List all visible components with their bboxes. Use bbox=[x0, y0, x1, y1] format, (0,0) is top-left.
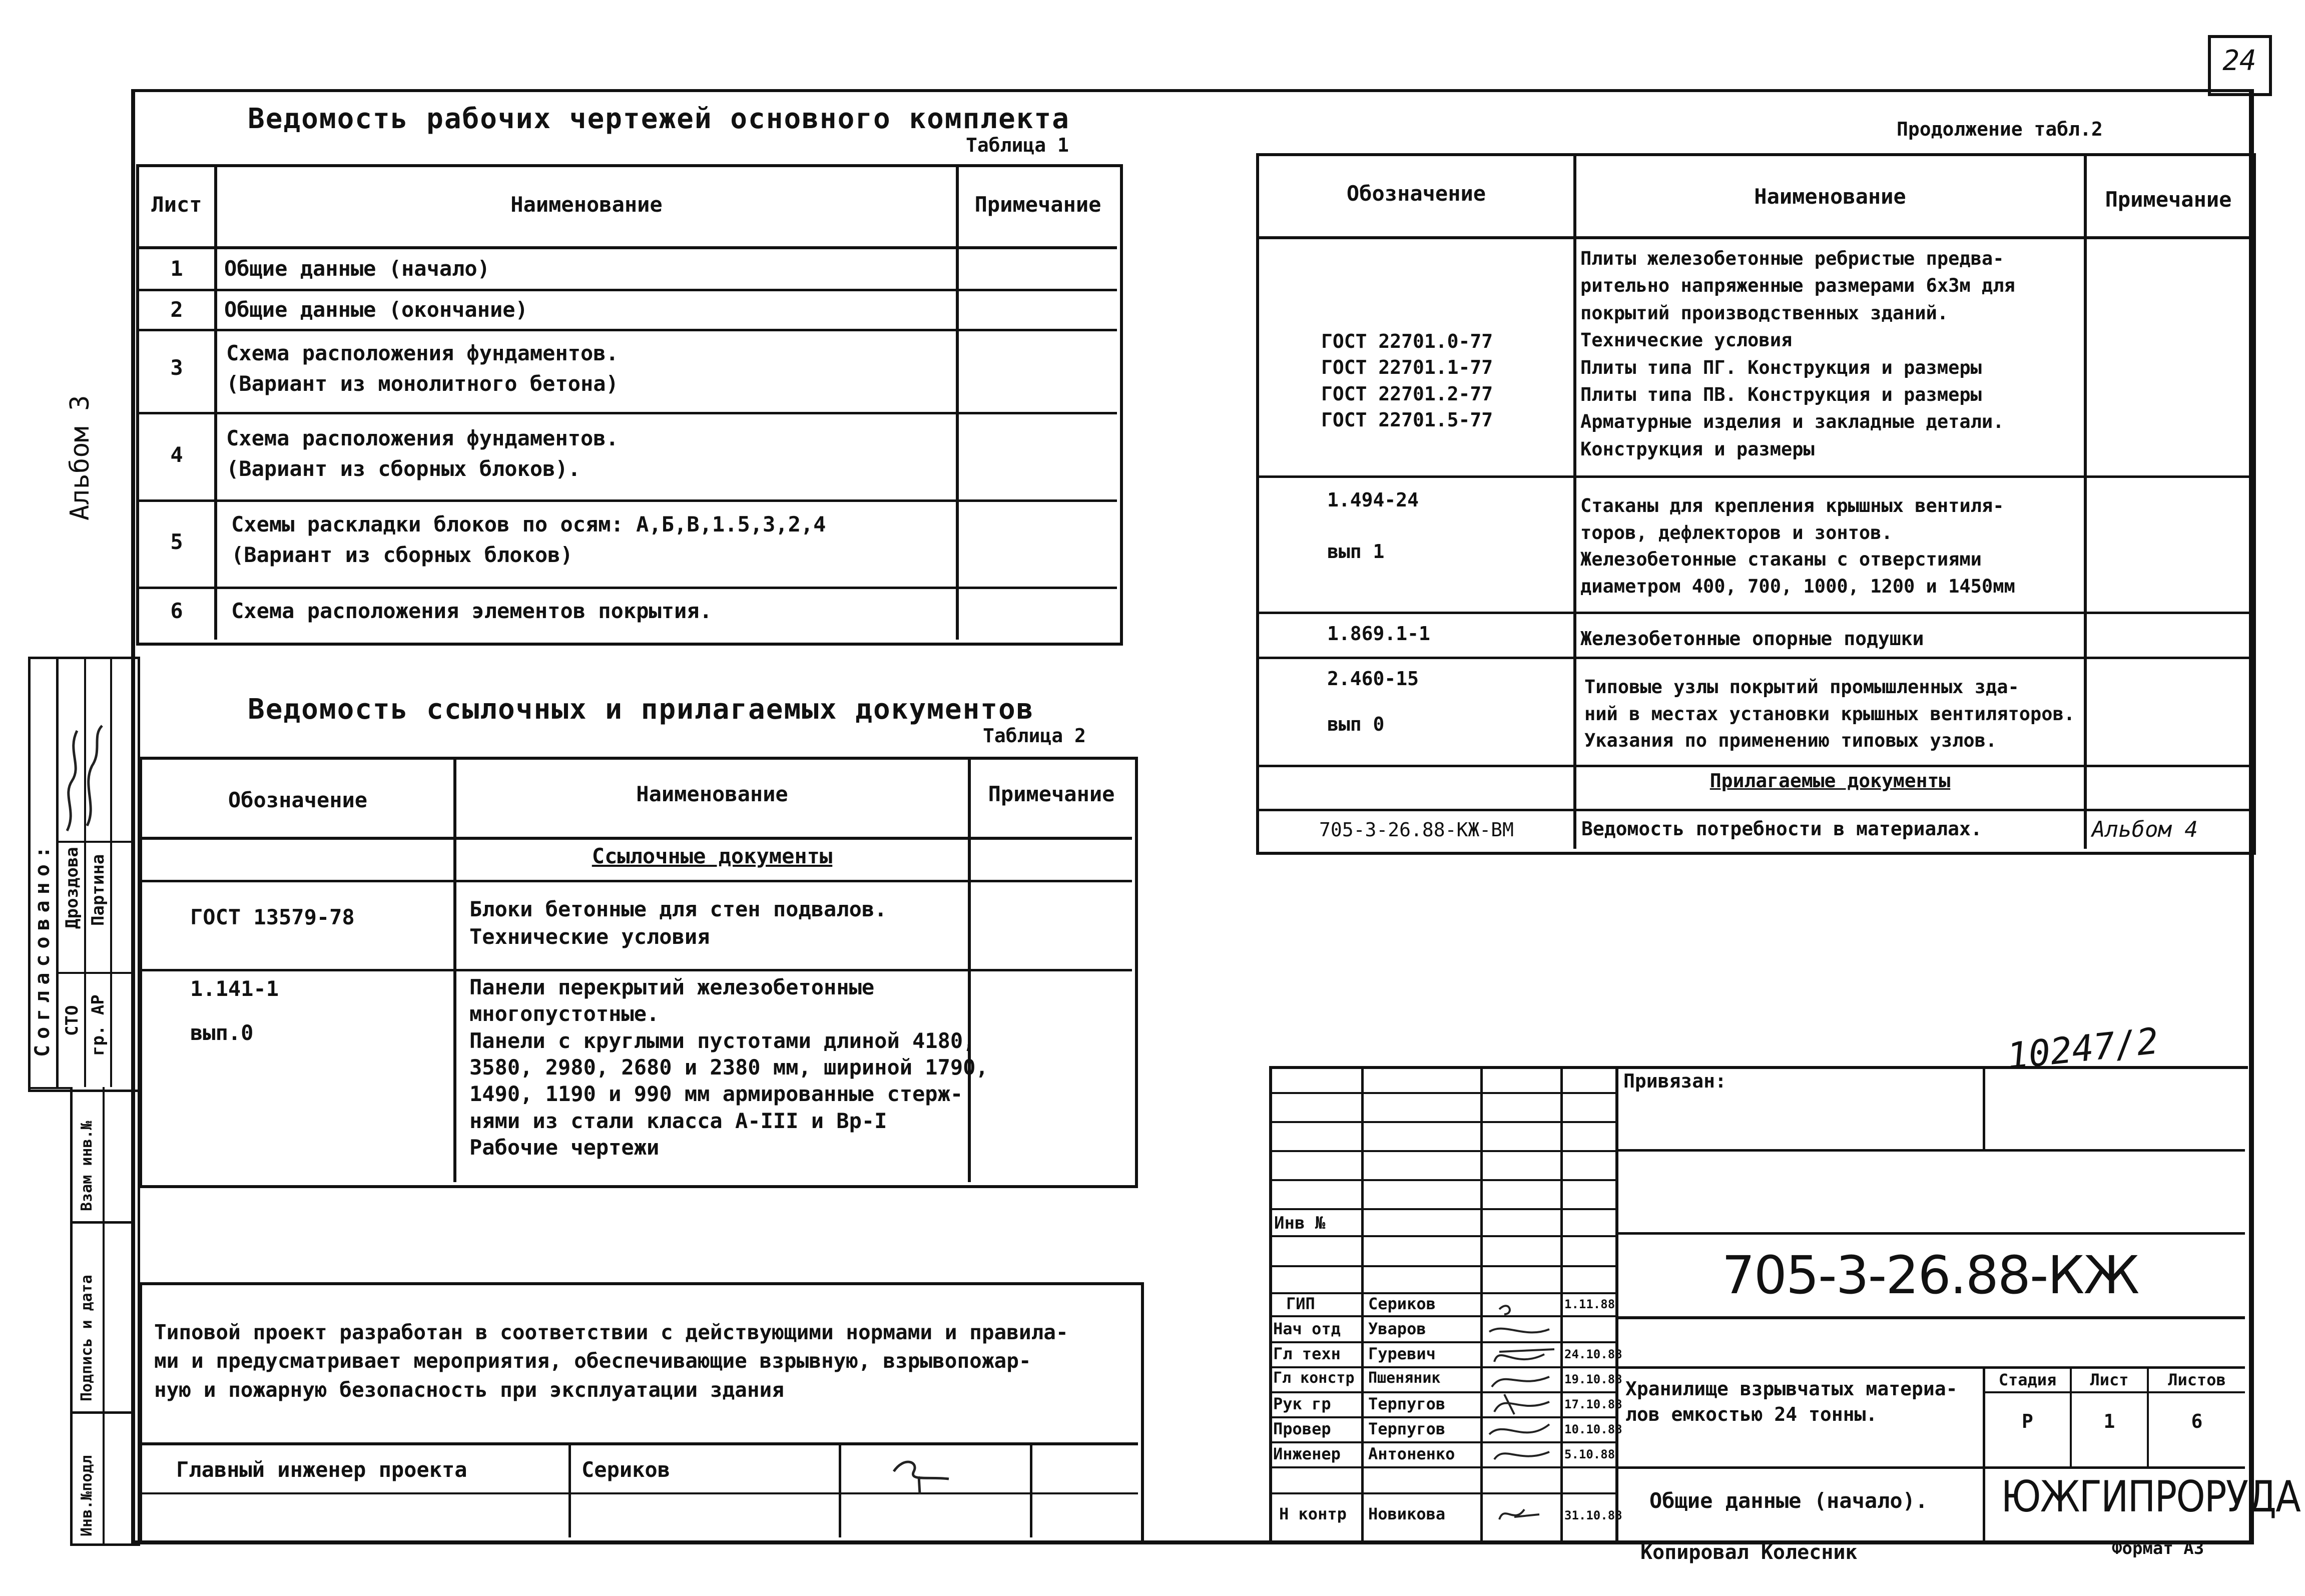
table2-cont-row2-name: Стаканы для крепления крышных вентиля- торов, дефлекторов и зонтов. Железобетонные стаканы с отверстиями диаметром 400, 700, 1000, 1200 и 1450мм bbox=[1580, 495, 2015, 597]
staff-role-8: Н контр bbox=[1279, 1504, 1347, 1523]
staff-date-4: 19.10.88 bbox=[1564, 1372, 1622, 1386]
table2-header-name: Наименование bbox=[636, 782, 788, 806]
table2-cont-section-att: Прилагаемые документы bbox=[1709, 770, 1951, 792]
title-object: Хранилище взрывчатых материа- лов емкостью 24 тонны. bbox=[1625, 1378, 1958, 1426]
staff-name-5: Терпугов bbox=[1368, 1394, 1446, 1413]
agreed-row2-name: Партина bbox=[88, 854, 108, 926]
note-text: Типовой проект разработан в соответствии с действующими нормами и правила- ми и предусматривает мероприятия, обеспечивающие взрывную, взрывопожар- ную и пожарную безопасность при эксплуатации здания bbox=[154, 1320, 1068, 1402]
table2-section-ref: Ссылочные документы bbox=[592, 844, 833, 868]
table1-row4-name: Схема расположения фундаментов. (Вариант из сборных блоков). bbox=[226, 426, 619, 481]
format-label: Формат А3 bbox=[2112, 1538, 2204, 1558]
agreed-row1-dept: СТО bbox=[62, 1005, 82, 1036]
table2-cont-att-name: Ведомость потребности в материалах. bbox=[1581, 818, 1982, 840]
table2-cont-att-note: Альбом 4 bbox=[2092, 817, 2198, 842]
table2-row2-name: Панели перекрытий железобетонные многопустотные. Панели с круглыми пустотами длиной 4180, 3580, 2980, 2680 и 2380 мм, шириной 1790, 1490, 1190 и 990 мм армированные стерж- нями из стали класса А-III и Вр-I Рабочие чертежи bbox=[469, 975, 988, 1160]
staff-role-7: Инженер bbox=[1273, 1444, 1341, 1463]
table2-row1-code: ГОСТ 13579-78 bbox=[190, 905, 355, 929]
table2-cont-header-name: Наименование bbox=[1754, 184, 1906, 209]
agreed-label: Согласовано: bbox=[31, 840, 54, 1057]
staff-name-7: Антоненко bbox=[1368, 1444, 1455, 1463]
chief-engineer-name: Сериков bbox=[582, 1457, 671, 1482]
staff-role-4: Гл констр bbox=[1273, 1369, 1355, 1387]
table2-cont-header-code: Обозначение bbox=[1346, 181, 1486, 206]
staff-role-6: Провер bbox=[1273, 1419, 1331, 1438]
staff-date-5: 17.10.88 bbox=[1564, 1397, 1622, 1411]
table1-row2-sheet: 2 bbox=[170, 297, 183, 322]
table2-cont-row3-code: 1.869.1-1 bbox=[1327, 623, 1430, 645]
table1-row4-sheet: 4 bbox=[170, 442, 183, 467]
table2-title: Ведомость ссылочных и прилагаемых документов bbox=[248, 693, 1034, 726]
table1-row3-sheet: 3 bbox=[170, 355, 183, 380]
stage-header-stage: Стадия bbox=[1998, 1370, 2057, 1389]
staff-name-4: Пшеняник bbox=[1368, 1369, 1441, 1387]
stage-value-sheet: 1 bbox=[2103, 1410, 2115, 1432]
table1-header-note: Примечание bbox=[974, 192, 1101, 217]
staff-date-8: 31.10.88 bbox=[1564, 1508, 1622, 1522]
table2-cont-row4-name: Типовые узлы покрытий промышленных зда- ний в местах установки крышных вентиляторов. Указания по применению типовых узлов. bbox=[1584, 676, 2075, 752]
title-code: 705-3-26.88-КЖ bbox=[1721, 1245, 2139, 1306]
staff-name-1: Сериков bbox=[1368, 1294, 1436, 1313]
table2-header-note: Примечание bbox=[988, 782, 1115, 806]
chief-engineer-label: Главный инженер проекта bbox=[176, 1457, 467, 1482]
staff-date-3: 24.10.88 bbox=[1564, 1347, 1622, 1361]
table1-row6-sheet: 6 bbox=[170, 599, 183, 623]
album-label: Альбом 3 bbox=[65, 395, 95, 520]
table2-label: Таблица 2 bbox=[983, 725, 1086, 747]
table2-cont-row1-name: Плиты железобетонные ребристые предва- рительно напряженные размерами 6х3м для покрытий производственных зданий. Технические условия Плиты типа ПГ. Конструкция и размеры Плиты типа ПВ. Конструкция и размеры Арматурные изделия и закладные детали. Конструкция и размеры bbox=[1580, 248, 2015, 460]
copied-by: Копировал Колесник bbox=[1640, 1541, 1858, 1564]
table1-row2-name: Общие данные (окончание) bbox=[224, 297, 528, 322]
staff-name-3: Гуревич bbox=[1368, 1344, 1436, 1363]
table1-title: Ведомость рабочих чертежей основного комплекта bbox=[248, 103, 1070, 135]
table2-cont-label: Продолжение табл.2 bbox=[1897, 118, 2103, 140]
staff-role-1: ГИП bbox=[1286, 1294, 1315, 1313]
strip-replace-inv: Взам инв.№ bbox=[78, 1121, 96, 1211]
table2-row1-name: Блоки бетонные для стен подвалов. Технические условия bbox=[469, 897, 887, 949]
page-number: 24 bbox=[2222, 45, 2256, 77]
staff-date-6: 10.10.88 bbox=[1564, 1422, 1622, 1436]
table1-row1-sheet: 1 bbox=[170, 256, 183, 281]
table1-row5-sheet: 5 bbox=[170, 529, 183, 554]
agreed-row2-dept: гр. АР bbox=[88, 994, 108, 1056]
sheet-number-handwritten: 10247/2 bbox=[2005, 1019, 2160, 1078]
stage-value-stage: Р bbox=[2022, 1410, 2033, 1432]
title-org: ЮЖГИПРОРУДА bbox=[2001, 1472, 2300, 1522]
table1-header-name: Наименование bbox=[510, 192, 663, 217]
staff-date-1: 1.11.88 bbox=[1564, 1297, 1615, 1311]
staff-role-3: Гл техн bbox=[1273, 1344, 1341, 1363]
chief-engineer-signature bbox=[889, 1451, 959, 1496]
staff-date-7: 5.10.88 bbox=[1564, 1447, 1615, 1461]
stage-value-sheets: 6 bbox=[2191, 1410, 2203, 1432]
strip-signature-date: Подпись и дата bbox=[78, 1275, 96, 1401]
table2-cont-row1-code: ГОСТ 22701.0-77 ГОСТ 22701.1-77 ГОСТ 22701.2-77 ГОСТ 22701.5-77 bbox=[1321, 330, 1493, 431]
agreed-signatures bbox=[57, 721, 112, 841]
staff-role-5: Рук гр bbox=[1273, 1394, 1331, 1413]
staff-signatures bbox=[1484, 1294, 1559, 1534]
table2-cont-att-code: 705-3-26.88-КЖ-ВМ bbox=[1319, 819, 1514, 841]
table1-row3-name: Схема расположения фундаментов. (Вариант из монолитного бетона) bbox=[226, 341, 619, 396]
table2-cont-row4-code: 2.460-15 вып 0 bbox=[1327, 668, 1419, 736]
title-inv-label: Инв № bbox=[1274, 1213, 1326, 1233]
table1-row6-name: Схема расположения элементов покрытия. bbox=[231, 599, 712, 623]
stage-header-sheets: Листов bbox=[2168, 1370, 2226, 1389]
table1-row5-name: Схемы раскладки блоков по осям: А,Б,В,1.5,3,2,4 (Вариант из сборных блоков) bbox=[231, 512, 826, 567]
table2-cont-row3-name: Железобетонные опорные подушки bbox=[1580, 628, 1924, 650]
staff-name-2: Уваров bbox=[1368, 1319, 1426, 1338]
staff-role-2: Нач отд bbox=[1273, 1319, 1341, 1338]
table1-label: Таблица 1 bbox=[966, 134, 1069, 156]
strip-original-inv: Инв.№подл bbox=[78, 1455, 96, 1536]
table1-row1-name: Общие данные (начало) bbox=[224, 256, 490, 281]
table2-header-code: Обозначение bbox=[228, 788, 368, 812]
title-bound-label: Привязан: bbox=[1623, 1070, 1726, 1092]
staff-name-6: Терпугов bbox=[1368, 1419, 1446, 1438]
agreed-row1-name: Дроздова bbox=[62, 847, 82, 929]
table2-row2-code: 1.141-1 вып.0 bbox=[190, 976, 279, 1045]
table1-header-sheet: Лист bbox=[151, 192, 202, 217]
table2-cont-row2-code: 1.494-24 вып 1 bbox=[1327, 489, 1419, 563]
staff-name-8: Новикова bbox=[1368, 1504, 1446, 1523]
table2-cont-header-note: Примечание bbox=[2105, 187, 2232, 212]
title-sheet-title: Общие данные (начало). bbox=[1649, 1488, 1928, 1513]
stage-header-sheet: Лист bbox=[2090, 1370, 2129, 1389]
